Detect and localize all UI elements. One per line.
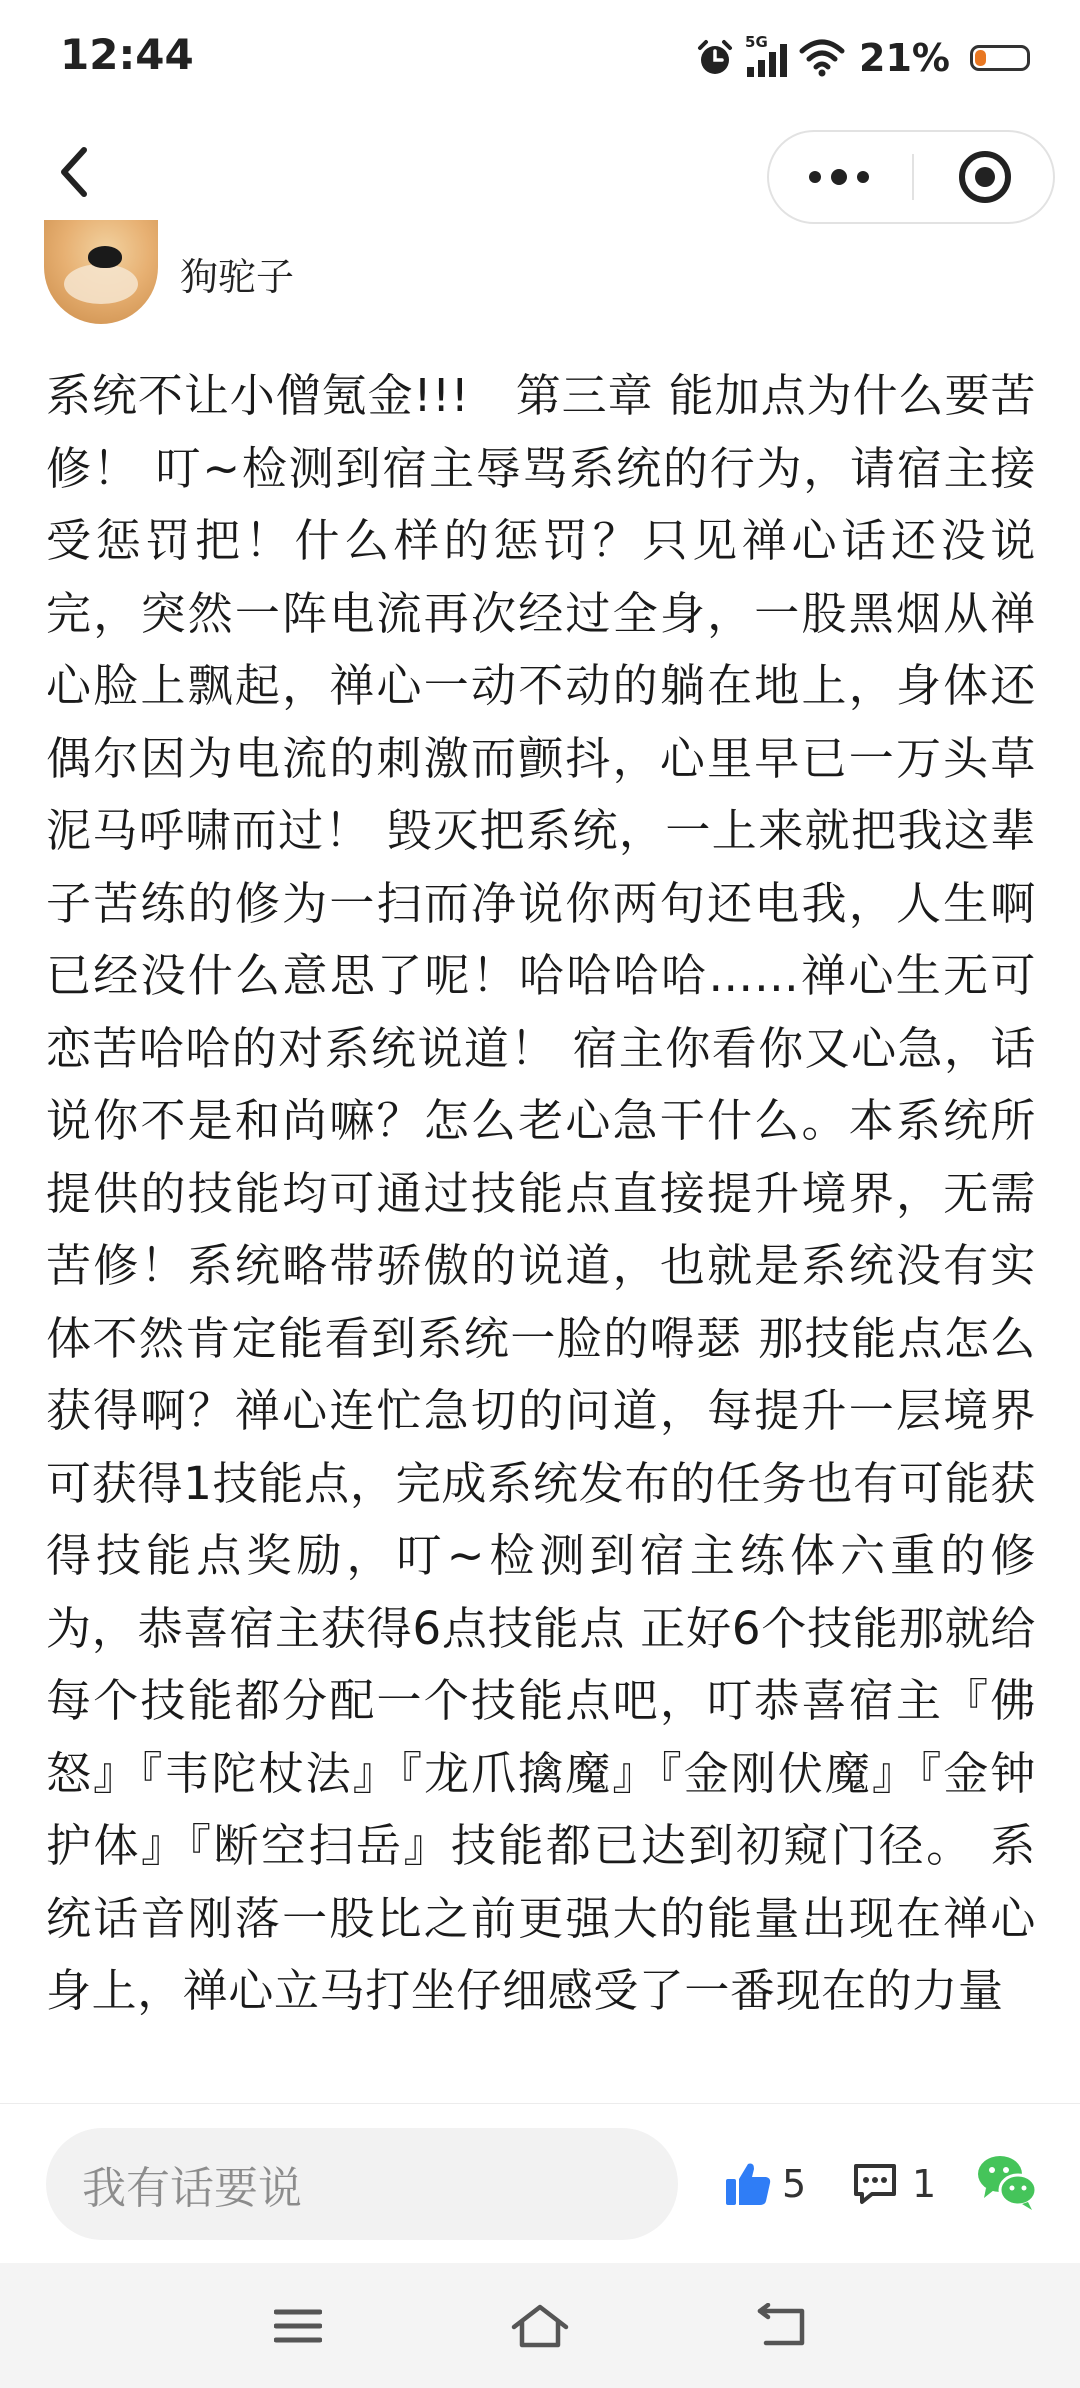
comment-input[interactable] bbox=[46, 2128, 678, 2240]
back-arrow-icon bbox=[756, 2303, 808, 2349]
home-icon bbox=[510, 2303, 570, 2349]
wechat-icon bbox=[976, 2152, 1038, 2212]
battery-percent: 21% bbox=[859, 36, 950, 80]
cellular-signal-icon bbox=[745, 33, 789, 79]
nav-menu-button[interactable] bbox=[258, 2291, 338, 2361]
nav-home-button[interactable] bbox=[500, 2291, 580, 2361]
network-type-label: 5G bbox=[745, 33, 768, 51]
share-wechat-button[interactable] bbox=[976, 2152, 1038, 2212]
close-mini-program-button[interactable] bbox=[915, 132, 1055, 222]
alarm-icon bbox=[695, 38, 735, 78]
bottom-action-bar bbox=[0, 2103, 1080, 2264]
chevron-left-icon bbox=[56, 144, 92, 200]
like-button[interactable] bbox=[724, 2144, 806, 2224]
menu-icon bbox=[274, 2306, 322, 2346]
thumbs-up-icon bbox=[724, 2161, 772, 2207]
more-button[interactable] bbox=[769, 132, 909, 222]
system-navigation-bar bbox=[0, 2263, 1080, 2388]
nav-back-button[interactable] bbox=[742, 2291, 822, 2361]
battery-icon bbox=[970, 45, 1030, 71]
status-icons bbox=[695, 30, 1030, 86]
more-dots-icon bbox=[807, 169, 871, 185]
wifi-icon bbox=[799, 39, 845, 77]
author-avatar[interactable] bbox=[44, 220, 158, 324]
avatar-nose bbox=[88, 246, 122, 268]
back-button[interactable] bbox=[44, 138, 104, 206]
battery-level-fill bbox=[975, 50, 986, 66]
avatar-snout bbox=[64, 264, 138, 304]
comment-bubble-icon bbox=[852, 2162, 898, 2206]
comment-placeholder: 我有话要说 bbox=[82, 2163, 302, 2214]
comment-button[interactable] bbox=[852, 2144, 936, 2224]
target-close-icon bbox=[957, 149, 1013, 205]
comment-count: 1 bbox=[912, 2162, 937, 2206]
status-time: 12:44 bbox=[60, 30, 194, 79]
article-body: 系统不让小僧氪金!!! 第三章 能加点为什么要苦修！ 叮~检测到宿主辱骂系统的行为，请宿主接受惩罚把！什么样的惩罚？只见禅心话还没说完，突然一阵电流再次经过全身，一股黑烟从禅心脸上飘起，禅心一动不动的躺在地上，身体还偶尔因为电流的刺激而颤抖，心里早已一万头草泥马呼啸而过！ 毁灭把系统，一上来就把我这辈子苦练的修为一扫而净说你两句还电我，人生啊已经没什么意思了呢！哈哈哈哈……禅心生无可恋苦哈哈的对系统说道！ 宿主你看你又心急，话说你不是和尚嘛？怎么老心急干什么。本系统所提供的技能均可通过技能点直接提升境界，无需苦修！系统略带骄傲的说道，也就是系统没有实体不然肯定能看到系统一脸的嘚瑟 那技能点怎么获得啊？禅心连忙急切的问道，每提升一层境界可获得1技能点，完成系统发布的任务也有可能获得技能点奖励，叮~检测到宿主练体六重的修为，恭喜宿主获得6点技能点 正好6个技能那就给每个技能都分配一个技能点吧，叮恭喜宿主『佛怒』『韦陀杖法』『龙爪擒魔』『金刚伏魔』『金钟护体』『断空扫岳』技能都已达到初窥门径。 系统话音刚落一股比之前更强大的能量出现在禅心身上，禅心立马打坐仔细感受了一番现在的力量 bbox=[46, 369, 1036, 2017]
author-name[interactable]: 狗驼子 bbox=[180, 255, 295, 299]
like-count: 5 bbox=[782, 2162, 807, 2206]
status-bar bbox=[0, 0, 1080, 118]
mini-program-capsule bbox=[767, 130, 1055, 224]
capsule-divider bbox=[912, 154, 914, 200]
